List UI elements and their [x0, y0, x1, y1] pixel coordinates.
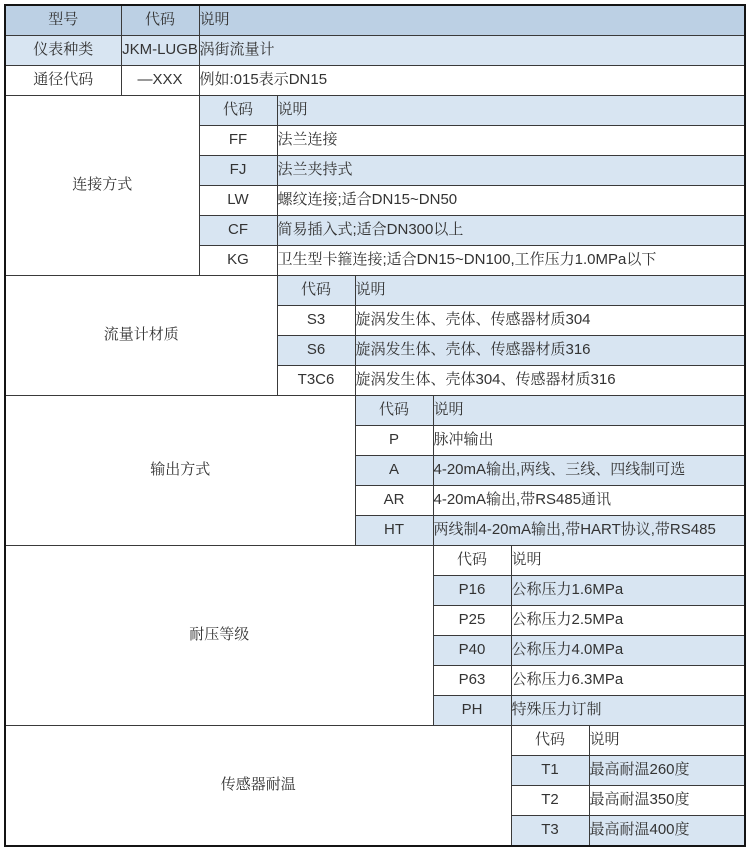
- section-label: 耐压等级: [5, 546, 433, 726]
- section-label: 流量计材质: [5, 276, 277, 396]
- section-label: 输出方式: [5, 396, 355, 546]
- desc-cell: 公称压力1.6MPa: [511, 576, 745, 606]
- desc-cell: 旋涡发生体、壳体、传感器材质304: [355, 306, 745, 336]
- subheader-code-cell: 代码: [511, 726, 589, 756]
- code-cell: FJ: [199, 156, 277, 186]
- code-cell: P63: [433, 666, 511, 696]
- desc-cell: 最高耐温400度: [589, 816, 745, 847]
- row-label: 通径代码: [5, 66, 121, 96]
- code-cell: AR: [355, 486, 433, 516]
- table-header-row: [5, 5, 745, 36]
- subheader-code-cell: 代码: [199, 96, 277, 126]
- desc-cell: 公称压力2.5MPa: [511, 606, 745, 636]
- subheader-code-cell: 代码: [355, 396, 433, 426]
- code-cell: P25: [433, 606, 511, 636]
- header-cell-model: 型号: [5, 5, 121, 36]
- code-cell: P40: [433, 636, 511, 666]
- row-desc: 涡街流量计: [199, 36, 745, 66]
- code-cell: HT: [355, 516, 433, 546]
- section-subheader-row: [5, 726, 745, 756]
- row-code: JKM-LUGB: [121, 36, 199, 66]
- code-cell: P: [355, 426, 433, 456]
- subheader-desc-cell: 说明: [511, 546, 745, 576]
- desc-cell: 4-20mA输出,带RS485通讯: [433, 486, 745, 516]
- code-cell: LW: [199, 186, 277, 216]
- table-row: [5, 66, 745, 96]
- subheader-desc-cell: 说明: [355, 276, 745, 306]
- code-cell: KG: [199, 246, 277, 276]
- section-subheader-row: [5, 546, 745, 576]
- row-label: 仪表种类: [5, 36, 121, 66]
- desc-cell: 螺纹连接;适合DN15~DN50: [277, 186, 745, 216]
- subheader-desc-cell: 说明: [277, 96, 745, 126]
- section-label: 连接方式: [5, 96, 199, 276]
- subheader-desc-cell: 说明: [589, 726, 745, 756]
- section-subheader-row: [5, 396, 745, 426]
- header-cell-desc: 说明: [199, 5, 745, 36]
- desc-cell: 旋涡发生体、壳体304、传感器材质316: [355, 366, 745, 396]
- header-cell-code: 代码: [121, 5, 199, 36]
- code-cell: T3: [511, 816, 589, 847]
- desc-cell: 两线制4-20mA输出,带HART协议,带RS485: [433, 516, 745, 546]
- desc-cell: 简易插入式;适合DN300以上: [277, 216, 745, 246]
- code-cell: P16: [433, 576, 511, 606]
- model-spec-table: [4, 4, 746, 847]
- desc-cell: 4-20mA输出,两线、三线、四线制可选: [433, 456, 745, 486]
- code-cell: A: [355, 456, 433, 486]
- desc-cell: 卫生型卡箍连接;适合DN15~DN100,工作压力1.0MPa以下: [277, 246, 745, 276]
- section-label: 传感器耐温: [5, 726, 511, 847]
- row-desc: 例如:015表示DN15: [199, 66, 745, 96]
- desc-cell: 法兰夹持式: [277, 156, 745, 186]
- desc-cell: 法兰连接: [277, 126, 745, 156]
- section-subheader-row: [5, 276, 745, 306]
- desc-cell: 旋涡发生体、壳体、传感器材质316: [355, 336, 745, 366]
- code-cell: S6: [277, 336, 355, 366]
- code-cell: CF: [199, 216, 277, 246]
- subheader-desc-cell: 说明: [433, 396, 745, 426]
- desc-cell: 公称压力4.0MPa: [511, 636, 745, 666]
- code-cell: PH: [433, 696, 511, 726]
- table-row: [5, 36, 745, 66]
- desc-cell: 公称压力6.3MPa: [511, 666, 745, 696]
- subheader-code-cell: 代码: [277, 276, 355, 306]
- desc-cell: 最高耐温260度: [589, 756, 745, 786]
- code-cell: FF: [199, 126, 277, 156]
- code-cell: T2: [511, 786, 589, 816]
- desc-cell: 脉冲输出: [433, 426, 745, 456]
- desc-cell: 特殊压力订制: [511, 696, 745, 726]
- code-cell: T3C6: [277, 366, 355, 396]
- row-code: —XXX: [121, 66, 199, 96]
- code-cell: T1: [511, 756, 589, 786]
- section-subheader-row: [5, 96, 745, 126]
- subheader-code-cell: 代码: [433, 546, 511, 576]
- desc-cell: 最高耐温350度: [589, 786, 745, 816]
- code-cell: S3: [277, 306, 355, 336]
